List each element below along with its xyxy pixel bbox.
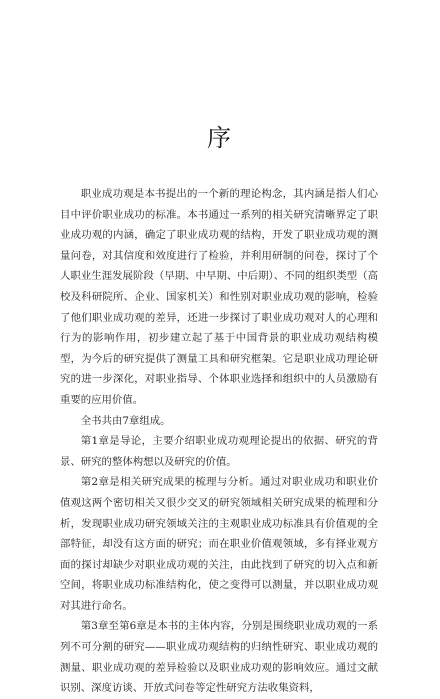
paragraph-chapter-count: 全书共由7章组成。	[80, 414, 171, 427]
page-title: 序	[207, 124, 233, 152]
paragraph-chapter-2: 第2章是相关研究成果的梳理与分析。通过对职业成功和职业价值观这两个密切相关又很少交叉的研究领域相关研究成果的梳理和分析，发现职业成功研究领域关注的主观职业成功标准具有价值观的全部特征，却没有这方面的研究；而在职业价值观领域，多有择业观方面的探讨却缺少对职业成功观的关注，由此找到了研究的切入点和新空间，将职业成功标准结构化，使之变得可以测量，并以职业成功观对其进行命名。	[60, 476, 378, 612]
paragraph-intro: 职业成功观是本书提出的一个新的理论构念，其内涵是指人们心目中评价职业成功的标准。本书通过一系列的相关研究清晰界定了职业成功观的内涵，确定了职业成功观的结构，开发了职业成功观的测量问卷，对其信度和效度进行了检验，并利用研制的问卷，探讨了个人职业生涯发展阶段（早期、中早期、中后期）、不同的组织类型（高校及科研院所、企业、国家机关）和性别对职业成功观的影响，检验了他们职业成功观的差异，还进一步探讨了职业成功观对人的心理和行为的影响作用，初步建立起了基于中国背景的职业成功观结构模型，为今后的研究提供了测量工具和研究框架。它是职业成功理论研究的进一步深化，对职业指导、个体职业选择和组织中的人员激励有重要的应用价值。	[60, 188, 378, 406]
paragraph-chapter-3-6: 第3章至第6章是本书的主体内容，分别是围绕职业成功观的一系列不可分割的研究——职业成功观结构的归纳性研究、职业成功观的测量、职业成功观的差异检验以及职业成功观的影响效应。通过文献识别、深度访谈、开放式问卷等定性研究方法收集资料，	[60, 620, 378, 695]
paragraph-chapter-1: 第1章是导论，主要介绍职业成功观理论提出的依据、研究的背景、研究的整体构想以及研究的价值。	[60, 435, 378, 468]
body-text	[60, 184, 378, 699]
